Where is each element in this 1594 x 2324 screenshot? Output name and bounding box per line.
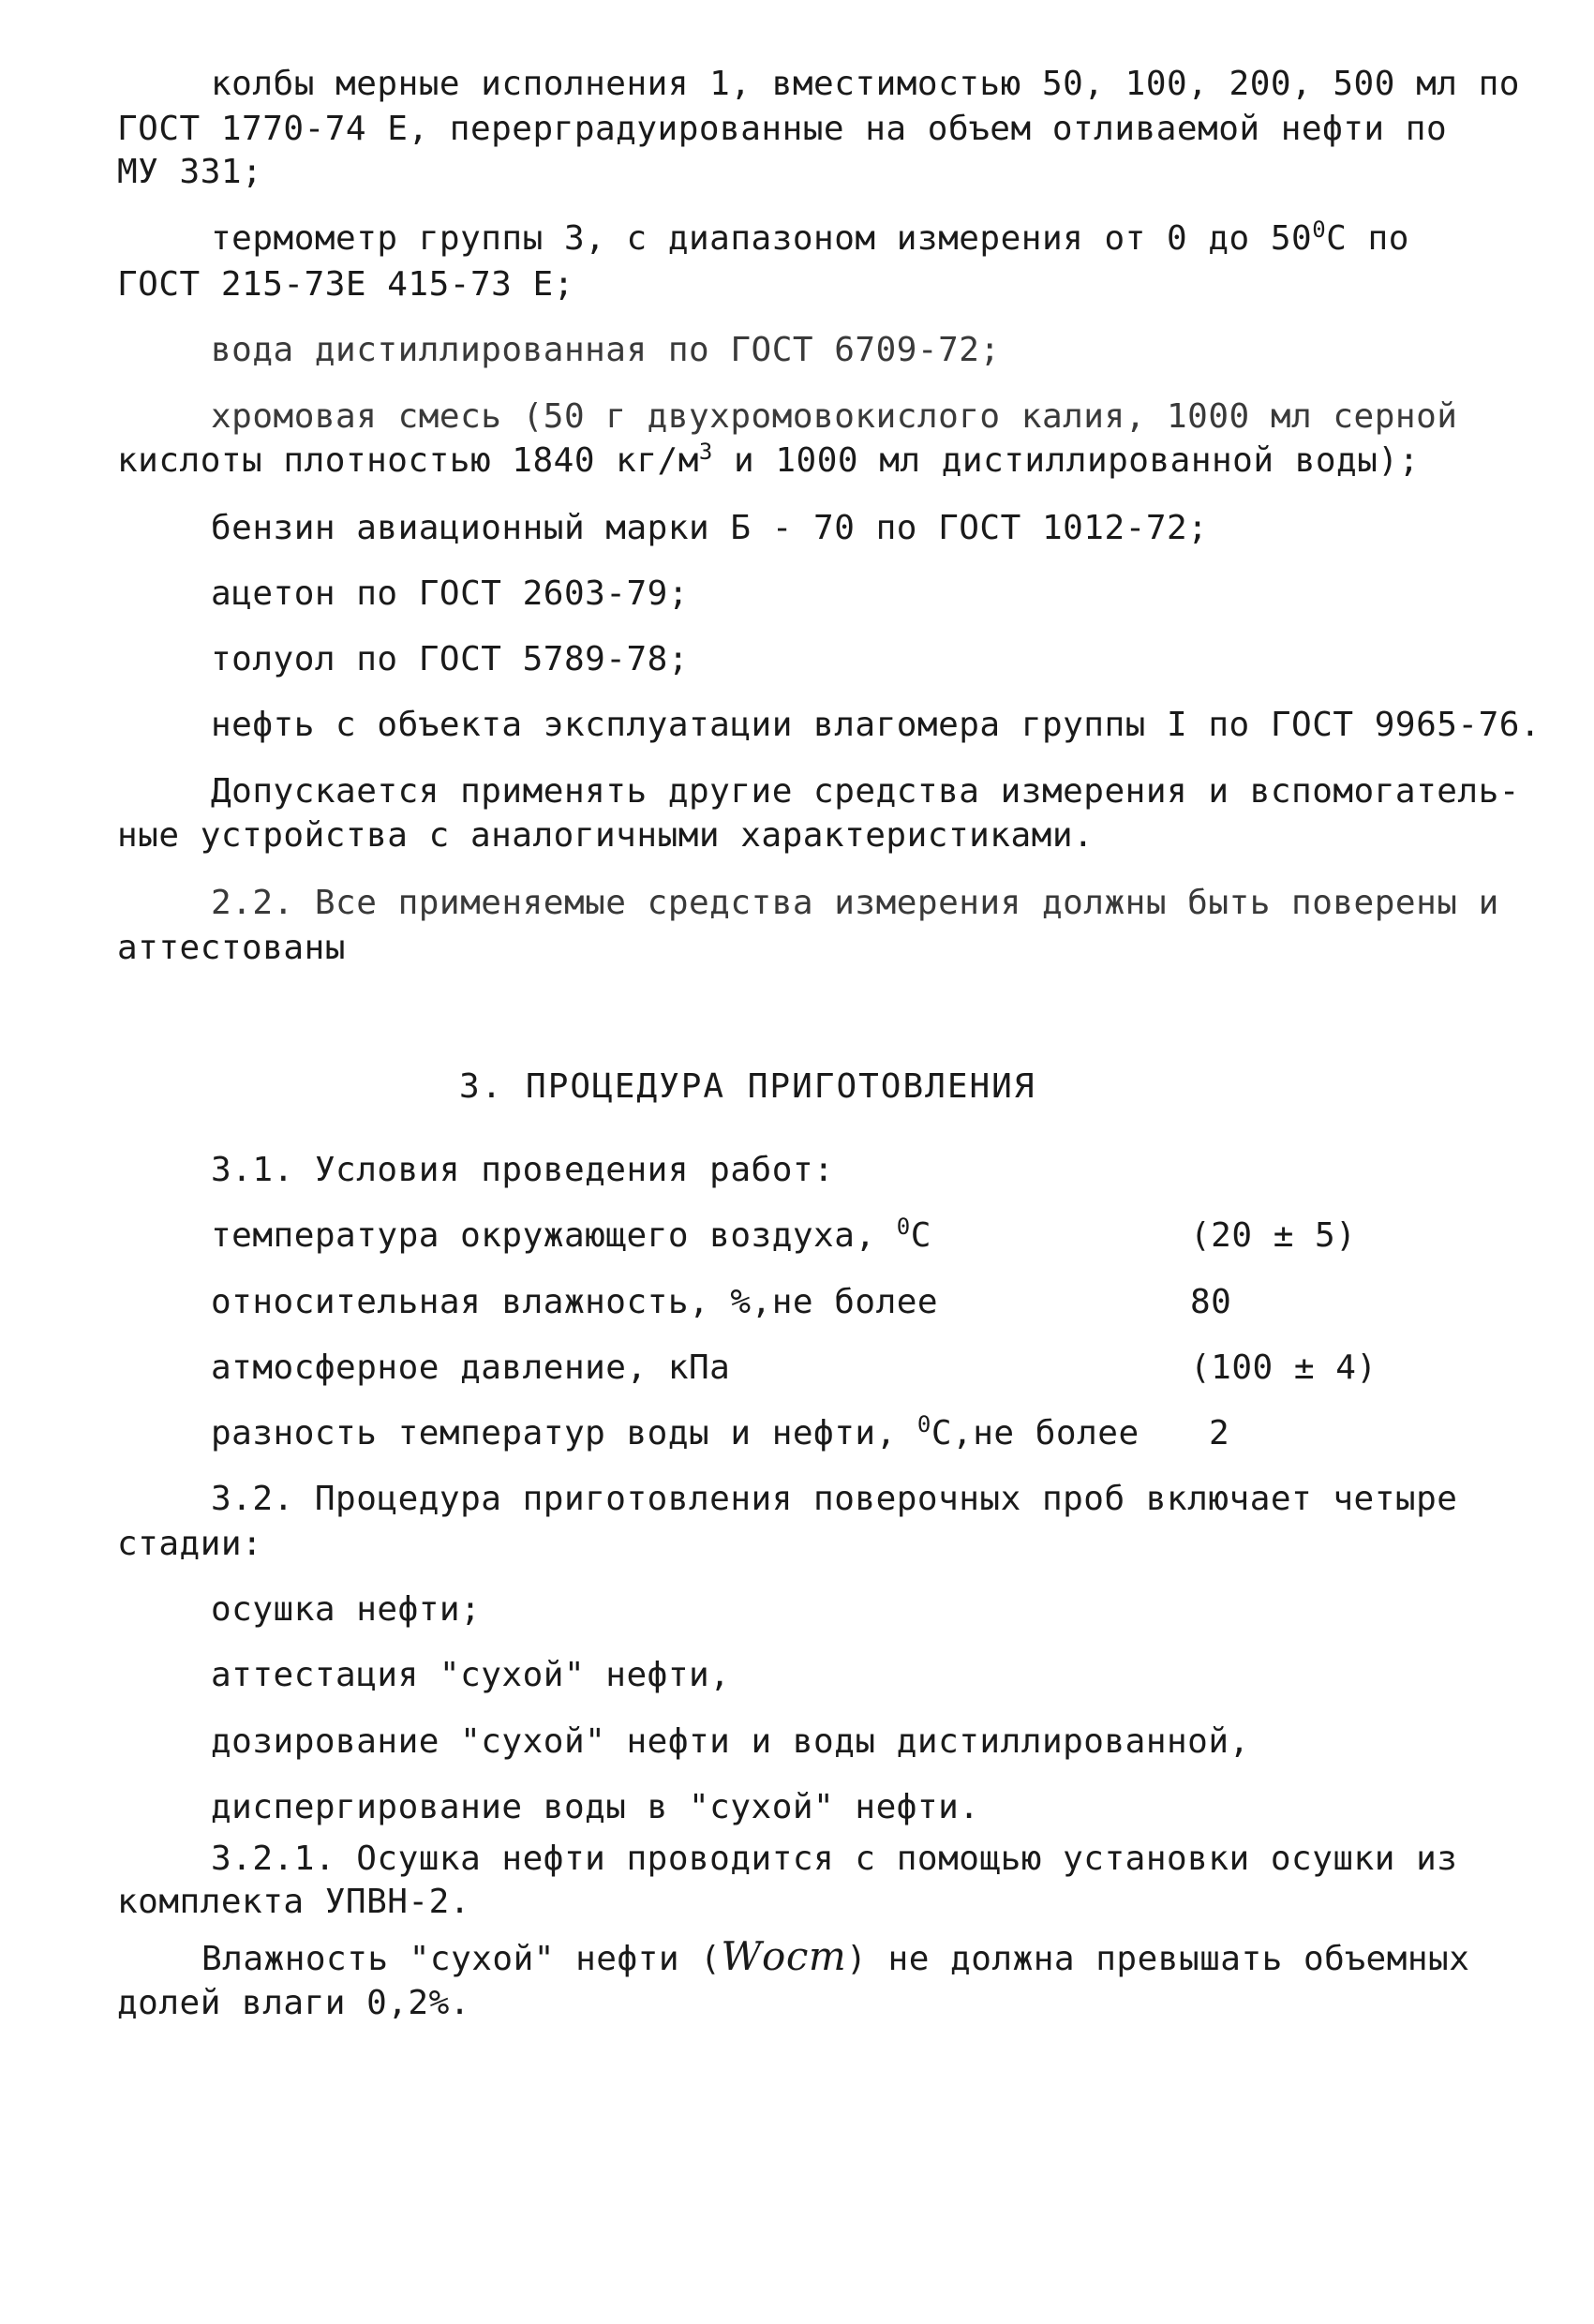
text-line: стадии: xyxy=(117,1525,263,1563)
text-line: хромовая смесь (50 г двухромовокислого калия, 1000 мл серной xyxy=(211,397,1458,436)
text-line: Допускается применять другие средства измерения и вспомогатель- xyxy=(211,772,1520,811)
stage-item: осушка нефти; xyxy=(211,1590,482,1629)
text-line: ные устройства с аналогичными характеристиками. xyxy=(117,816,1095,855)
text-line: кислоты плотностью 1840 $кг/м^3$ и 1000 мл дистиллированной воды); xyxy=(117,439,1420,480)
condition-label: атмосферное давление, кПа xyxy=(211,1348,731,1387)
text-line: аттестованы xyxy=(117,929,346,967)
text-line: ацетон по ГОСТ 2603-79; xyxy=(211,574,689,613)
text-line: термометр группы 3, с диапазоном измерения от 0 до $50^0С$ по xyxy=(211,216,1409,258)
stage-item: дозирование "сухой" нефти и воды дистиллированной, xyxy=(211,1722,1250,1761)
text-line: колбы мерные исполнения 1, вместимостью 50, 100, 200, 500 мл по xyxy=(211,65,1520,103)
text-line: 3.2.1. Осушка нефти проводится с помощью установки осушки из xyxy=(211,1840,1458,1878)
text-line: бензин авиационный марки Б - 70 по ГОСТ 1012-72; xyxy=(211,509,1209,547)
condition-value: 2 xyxy=(1209,1414,1230,1452)
text-line: Влажность "сухой" нефти (Wост) не должна превышать объемных xyxy=(201,1933,1470,1979)
text-line: 2.2. Все применяемые средства измерения должны быть поверены и xyxy=(211,884,1499,922)
text-line: МУ 331; xyxy=(117,153,263,191)
text-line: ГОСТ 215-73Е 415-73 Е; xyxy=(117,265,574,304)
text-line: ГОСТ 1770-74 Е, перерградуированные на объем отливаемой нефти по xyxy=(117,110,1448,148)
stage-item: аттестация "сухой" нефти, xyxy=(211,1656,731,1694)
text-line: нефть с объекта эксплуатации влагомера группы I по ГОСТ 9965-76. xyxy=(211,706,1542,744)
condition-label: температура окружающего воздуха, $^0$С xyxy=(211,1214,931,1255)
section-heading: 3. ПРОЦЕДУРА ПРИГОТОВЛЕНИЯ xyxy=(459,1067,1036,1106)
condition-value: (20 ± 5) xyxy=(1190,1216,1357,1255)
stage-item: диспергирование воды в "сухой" нефти. xyxy=(211,1788,980,1826)
handwritten-symbol: Wост xyxy=(721,1933,847,1979)
text-line: 3.2. Процедура приготовления поверочных проб включает четыре xyxy=(211,1480,1458,1518)
condition-value: (100 ± 4) xyxy=(1190,1348,1378,1387)
text-line: долей влаги 0,2%. xyxy=(117,1984,470,2022)
condition-label: относительная влажность, %,не более xyxy=(211,1283,939,1321)
text-line: 3.1. Условия проведения работ: xyxy=(211,1151,835,1189)
condition-label: разность температур воды и нефти, $^0$С,не более xyxy=(211,1411,1140,1452)
text-line: вода дистиллированная по ГОСТ 6709-72; xyxy=(211,331,1001,369)
text-line: толуол по ГОСТ 5789-78; xyxy=(211,640,689,678)
text-line: комплекта УПВН-2. xyxy=(117,1883,470,1921)
condition-value: 80 xyxy=(1190,1283,1232,1321)
